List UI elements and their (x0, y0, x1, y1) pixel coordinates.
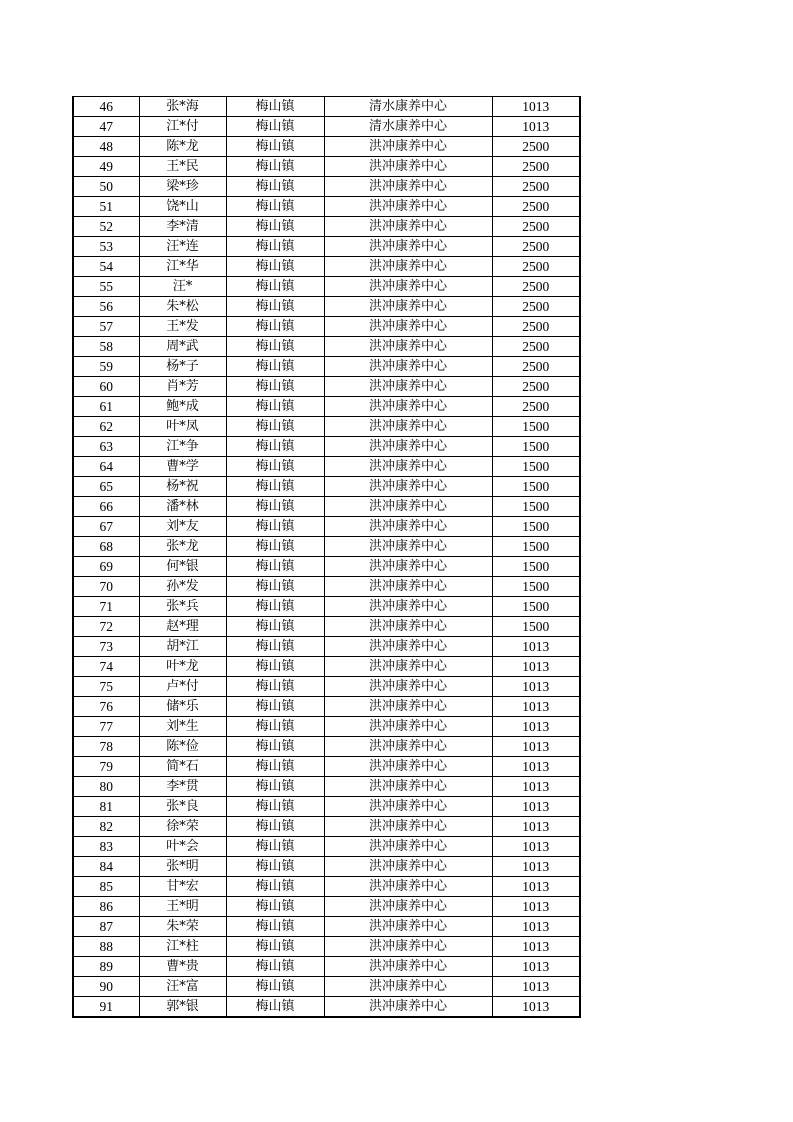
row-number-cell: 77 (73, 717, 139, 737)
row-number-cell: 62 (73, 417, 139, 437)
town-cell: 梅山镇 (226, 837, 324, 857)
row-number-cell: 76 (73, 697, 139, 717)
amount-cell: 2500 (492, 297, 580, 317)
person-name-cell: 肖*芳 (139, 377, 226, 397)
care-center-cell: 洪冲康养中心 (324, 357, 492, 377)
row-number-cell: 60 (73, 377, 139, 397)
table-row (73, 357, 580, 377)
amount-cell: 2500 (492, 317, 580, 337)
care-center-cell: 清水康养中心 (324, 117, 492, 137)
table-row (73, 837, 580, 857)
care-center-cell: 洪冲康养中心 (324, 217, 492, 237)
row-number-cell: 71 (73, 597, 139, 617)
town-cell: 梅山镇 (226, 617, 324, 637)
row-number-cell: 88 (73, 937, 139, 957)
town-cell: 梅山镇 (226, 417, 324, 437)
amount-cell: 1013 (492, 637, 580, 657)
person-name-cell: 王*发 (139, 317, 226, 337)
care-center-cell: 洪冲康养中心 (324, 457, 492, 477)
care-center-cell: 洪冲康养中心 (324, 737, 492, 757)
row-number-cell: 85 (73, 877, 139, 897)
row-number-cell: 75 (73, 677, 139, 697)
person-name-cell: 张*明 (139, 857, 226, 877)
table-row (73, 977, 580, 997)
amount-cell: 1013 (492, 97, 580, 117)
table-row (73, 697, 580, 717)
town-cell: 梅山镇 (226, 677, 324, 697)
row-number-cell: 70 (73, 577, 139, 597)
care-center-cell: 洪冲康养中心 (324, 657, 492, 677)
row-number-cell: 87 (73, 917, 139, 937)
row-number-cell: 63 (73, 437, 139, 457)
town-cell: 梅山镇 (226, 917, 324, 937)
care-center-cell: 清水康养中心 (324, 97, 492, 117)
amount-cell: 1013 (492, 737, 580, 757)
care-center-cell: 洪冲康养中心 (324, 917, 492, 937)
person-name-cell: 江*华 (139, 257, 226, 277)
care-center-cell: 洪冲康养中心 (324, 277, 492, 297)
person-name-cell: 刘*友 (139, 517, 226, 537)
amount-cell: 2500 (492, 357, 580, 377)
amount-cell: 1500 (492, 517, 580, 537)
town-cell: 梅山镇 (226, 517, 324, 537)
row-number-cell: 74 (73, 657, 139, 677)
amount-cell: 1013 (492, 897, 580, 917)
amount-cell: 1013 (492, 957, 580, 977)
roster-table-body (73, 97, 580, 1018)
row-number-cell: 66 (73, 497, 139, 517)
row-number-cell: 64 (73, 457, 139, 477)
town-cell: 梅山镇 (226, 97, 324, 117)
row-number-cell: 59 (73, 357, 139, 377)
person-name-cell: 江*付 (139, 117, 226, 137)
town-cell: 梅山镇 (226, 197, 324, 217)
table-row (73, 237, 580, 257)
table-row (73, 117, 580, 137)
amount-cell: 1013 (492, 877, 580, 897)
row-number-cell: 72 (73, 617, 139, 637)
care-center-cell: 洪冲康养中心 (324, 697, 492, 717)
town-cell: 梅山镇 (226, 297, 324, 317)
person-name-cell: 张*海 (139, 97, 226, 117)
row-number-cell: 83 (73, 837, 139, 857)
person-name-cell: 卢*付 (139, 677, 226, 697)
care-center-cell: 洪冲康养中心 (324, 757, 492, 777)
care-center-cell: 洪冲康养中心 (324, 617, 492, 637)
person-name-cell: 鲍*成 (139, 397, 226, 417)
row-number-cell: 82 (73, 817, 139, 837)
row-number-cell: 80 (73, 777, 139, 797)
town-cell: 梅山镇 (226, 277, 324, 297)
table-row (73, 197, 580, 217)
person-name-cell: 李*贯 (139, 777, 226, 797)
care-center-cell: 洪冲康养中心 (324, 857, 492, 877)
row-number-cell: 84 (73, 857, 139, 877)
person-name-cell: 张*良 (139, 797, 226, 817)
table-row (73, 337, 580, 357)
row-number-cell: 91 (73, 997, 139, 1018)
table-row (73, 597, 580, 617)
row-number-cell: 90 (73, 977, 139, 997)
person-name-cell: 曹*学 (139, 457, 226, 477)
amount-cell: 1013 (492, 917, 580, 937)
person-name-cell: 陈*龙 (139, 137, 226, 157)
amount-cell: 2500 (492, 257, 580, 277)
town-cell: 梅山镇 (226, 537, 324, 557)
person-name-cell: 何*银 (139, 557, 226, 577)
table-row (73, 797, 580, 817)
care-center-cell: 洪冲康养中心 (324, 937, 492, 957)
care-center-cell: 洪冲康养中心 (324, 537, 492, 557)
town-cell: 梅山镇 (226, 577, 324, 597)
row-number-cell: 48 (73, 137, 139, 157)
town-cell: 梅山镇 (226, 457, 324, 477)
table-row (73, 817, 580, 837)
table-row (73, 297, 580, 317)
town-cell: 梅山镇 (226, 657, 324, 677)
row-number-cell: 73 (73, 637, 139, 657)
town-cell: 梅山镇 (226, 877, 324, 897)
amount-cell: 1013 (492, 977, 580, 997)
table-row (73, 257, 580, 277)
table-row (73, 937, 580, 957)
table-row (73, 97, 580, 117)
care-center-cell: 洪冲康养中心 (324, 597, 492, 617)
person-name-cell: 简*石 (139, 757, 226, 777)
row-number-cell: 79 (73, 757, 139, 777)
amount-cell: 1013 (492, 657, 580, 677)
care-center-cell: 洪冲康养中心 (324, 577, 492, 597)
care-center-cell: 洪冲康养中心 (324, 157, 492, 177)
amount-cell: 1013 (492, 777, 580, 797)
care-center-cell: 洪冲康养中心 (324, 417, 492, 437)
row-number-cell: 57 (73, 317, 139, 337)
table-row (73, 997, 580, 1018)
amount-cell: 1013 (492, 937, 580, 957)
town-cell: 梅山镇 (226, 737, 324, 757)
row-number-cell: 50 (73, 177, 139, 197)
person-name-cell: 叶*凤 (139, 417, 226, 437)
table-row (73, 717, 580, 737)
care-center-cell: 洪冲康养中心 (324, 717, 492, 737)
amount-cell: 2500 (492, 397, 580, 417)
person-name-cell: 曹*贵 (139, 957, 226, 977)
table-row (73, 437, 580, 457)
table-row (73, 317, 580, 337)
care-center-cell: 洪冲康养中心 (324, 477, 492, 497)
person-name-cell: 王*明 (139, 897, 226, 917)
table-row (73, 577, 580, 597)
care-center-cell: 洪冲康养中心 (324, 437, 492, 457)
care-center-cell: 洪冲康养中心 (324, 137, 492, 157)
row-number-cell: 89 (73, 957, 139, 977)
town-cell: 梅山镇 (226, 377, 324, 397)
row-number-cell: 61 (73, 397, 139, 417)
table-row (73, 277, 580, 297)
person-name-cell: 储*乐 (139, 697, 226, 717)
row-number-cell: 68 (73, 537, 139, 557)
person-name-cell: 王*民 (139, 157, 226, 177)
person-name-cell: 张*兵 (139, 597, 226, 617)
table-row (73, 637, 580, 657)
care-center-cell: 洪冲康养中心 (324, 977, 492, 997)
amount-cell: 1500 (492, 417, 580, 437)
amount-cell: 1013 (492, 717, 580, 737)
row-number-cell: 54 (73, 257, 139, 277)
town-cell: 梅山镇 (226, 397, 324, 417)
town-cell: 梅山镇 (226, 137, 324, 157)
row-number-cell: 69 (73, 557, 139, 577)
amount-cell: 2500 (492, 337, 580, 357)
town-cell: 梅山镇 (226, 477, 324, 497)
person-name-cell: 杨*祝 (139, 477, 226, 497)
care-center-cell: 洪冲康养中心 (324, 377, 492, 397)
town-cell: 梅山镇 (226, 437, 324, 457)
roster-table (72, 96, 581, 1018)
care-center-cell: 洪冲康养中心 (324, 877, 492, 897)
amount-cell: 1500 (492, 477, 580, 497)
row-number-cell: 55 (73, 277, 139, 297)
amount-cell: 2500 (492, 177, 580, 197)
town-cell: 梅山镇 (226, 557, 324, 577)
amount-cell: 1500 (492, 557, 580, 577)
row-number-cell: 47 (73, 117, 139, 137)
care-center-cell: 洪冲康养中心 (324, 897, 492, 917)
person-name-cell: 江*柱 (139, 937, 226, 957)
table-row (73, 957, 580, 977)
person-name-cell: 潘*林 (139, 497, 226, 517)
amount-cell: 2500 (492, 277, 580, 297)
amount-cell: 1500 (492, 537, 580, 557)
town-cell: 梅山镇 (226, 337, 324, 357)
person-name-cell: 朱*松 (139, 297, 226, 317)
amount-cell: 1013 (492, 857, 580, 877)
row-number-cell: 65 (73, 477, 139, 497)
row-number-cell: 58 (73, 337, 139, 357)
person-name-cell: 张*龙 (139, 537, 226, 557)
person-name-cell: 周*武 (139, 337, 226, 357)
table-row (73, 517, 580, 537)
care-center-cell: 洪冲康养中心 (324, 837, 492, 857)
amount-cell: 1500 (492, 497, 580, 517)
person-name-cell: 梁*珍 (139, 177, 226, 197)
amount-cell: 1500 (492, 457, 580, 477)
town-cell: 梅山镇 (226, 717, 324, 737)
table-row (73, 497, 580, 517)
row-number-cell: 81 (73, 797, 139, 817)
amount-cell: 1013 (492, 817, 580, 837)
amount-cell: 1500 (492, 597, 580, 617)
town-cell: 梅山镇 (226, 697, 324, 717)
amount-cell: 1500 (492, 577, 580, 597)
row-number-cell: 67 (73, 517, 139, 537)
table-row (73, 857, 580, 877)
town-cell: 梅山镇 (226, 177, 324, 197)
table-row (73, 457, 580, 477)
care-center-cell: 洪冲康养中心 (324, 497, 492, 517)
table-row (73, 557, 580, 577)
amount-cell: 2500 (492, 377, 580, 397)
town-cell: 梅山镇 (226, 497, 324, 517)
table-row (73, 617, 580, 637)
care-center-cell: 洪冲康养中心 (324, 997, 492, 1018)
care-center-cell: 洪冲康养中心 (324, 237, 492, 257)
person-name-cell: 胡*江 (139, 637, 226, 657)
care-center-cell: 洪冲康养中心 (324, 777, 492, 797)
town-cell: 梅山镇 (226, 817, 324, 837)
table-row (73, 917, 580, 937)
row-number-cell: 51 (73, 197, 139, 217)
amount-cell: 1013 (492, 757, 580, 777)
table-row (73, 657, 580, 677)
care-center-cell: 洪冲康养中心 (324, 957, 492, 977)
town-cell: 梅山镇 (226, 857, 324, 877)
person-name-cell: 汪*连 (139, 237, 226, 257)
care-center-cell: 洪冲康养中心 (324, 337, 492, 357)
care-center-cell: 洪冲康养中心 (324, 517, 492, 537)
amount-cell: 1013 (492, 117, 580, 137)
row-number-cell: 49 (73, 157, 139, 177)
table-row (73, 677, 580, 697)
table-row (73, 477, 580, 497)
amount-cell: 1500 (492, 617, 580, 637)
town-cell: 梅山镇 (226, 157, 324, 177)
care-center-cell: 洪冲康养中心 (324, 397, 492, 417)
amount-cell: 2500 (492, 217, 580, 237)
town-cell: 梅山镇 (226, 317, 324, 337)
town-cell: 梅山镇 (226, 117, 324, 137)
town-cell: 梅山镇 (226, 937, 324, 957)
row-number-cell: 53 (73, 237, 139, 257)
person-name-cell: 汪*富 (139, 977, 226, 997)
care-center-cell: 洪冲康养中心 (324, 317, 492, 337)
town-cell: 梅山镇 (226, 357, 324, 377)
table-row (73, 177, 580, 197)
person-name-cell: 汪* (139, 277, 226, 297)
table-row (73, 757, 580, 777)
person-name-cell: 叶*龙 (139, 657, 226, 677)
person-name-cell: 徐*荣 (139, 817, 226, 837)
person-name-cell: 饶*山 (139, 197, 226, 217)
amount-cell: 1013 (492, 837, 580, 857)
care-center-cell: 洪冲康养中心 (324, 557, 492, 577)
table-row (73, 397, 580, 417)
person-name-cell: 孙*发 (139, 577, 226, 597)
care-center-cell: 洪冲康养中心 (324, 677, 492, 697)
care-center-cell: 洪冲康养中心 (324, 637, 492, 657)
person-name-cell: 叶*会 (139, 837, 226, 857)
amount-cell: 2500 (492, 237, 580, 257)
person-name-cell: 陈*俭 (139, 737, 226, 757)
amount-cell: 2500 (492, 137, 580, 157)
amount-cell: 1013 (492, 997, 580, 1018)
person-name-cell: 朱*荣 (139, 917, 226, 937)
person-name-cell: 郭*银 (139, 997, 226, 1018)
care-center-cell: 洪冲康养中心 (324, 797, 492, 817)
town-cell: 梅山镇 (226, 777, 324, 797)
town-cell: 梅山镇 (226, 757, 324, 777)
town-cell: 梅山镇 (226, 957, 324, 977)
person-name-cell: 甘*宏 (139, 877, 226, 897)
table-row (73, 877, 580, 897)
town-cell: 梅山镇 (226, 977, 324, 997)
amount-cell: 1013 (492, 797, 580, 817)
table-row (73, 777, 580, 797)
town-cell: 梅山镇 (226, 217, 324, 237)
person-name-cell: 杨*子 (139, 357, 226, 377)
care-center-cell: 洪冲康养中心 (324, 297, 492, 317)
care-center-cell: 洪冲康养中心 (324, 177, 492, 197)
care-center-cell: 洪冲康养中心 (324, 817, 492, 837)
person-name-cell: 李*清 (139, 217, 226, 237)
amount-cell: 2500 (492, 197, 580, 217)
table-row (73, 737, 580, 757)
town-cell: 梅山镇 (226, 257, 324, 277)
person-name-cell: 刘*生 (139, 717, 226, 737)
amount-cell: 1013 (492, 677, 580, 697)
town-cell: 梅山镇 (226, 237, 324, 257)
row-number-cell: 86 (73, 897, 139, 917)
row-number-cell: 46 (73, 97, 139, 117)
row-number-cell: 56 (73, 297, 139, 317)
town-cell: 梅山镇 (226, 897, 324, 917)
table-row (73, 377, 580, 397)
amount-cell: 2500 (492, 157, 580, 177)
care-center-cell: 洪冲康养中心 (324, 197, 492, 217)
person-name-cell: 赵*理 (139, 617, 226, 637)
row-number-cell: 78 (73, 737, 139, 757)
person-name-cell: 江*争 (139, 437, 226, 457)
table-row (73, 537, 580, 557)
table-row (73, 157, 580, 177)
amount-cell: 1013 (492, 697, 580, 717)
table-row (73, 137, 580, 157)
care-center-cell: 洪冲康养中心 (324, 257, 492, 277)
amount-cell: 1500 (492, 437, 580, 457)
table-row (73, 417, 580, 437)
table-row (73, 897, 580, 917)
town-cell: 梅山镇 (226, 797, 324, 817)
row-number-cell: 52 (73, 217, 139, 237)
town-cell: 梅山镇 (226, 597, 324, 617)
town-cell: 梅山镇 (226, 997, 324, 1018)
town-cell: 梅山镇 (226, 637, 324, 657)
table-row (73, 217, 580, 237)
